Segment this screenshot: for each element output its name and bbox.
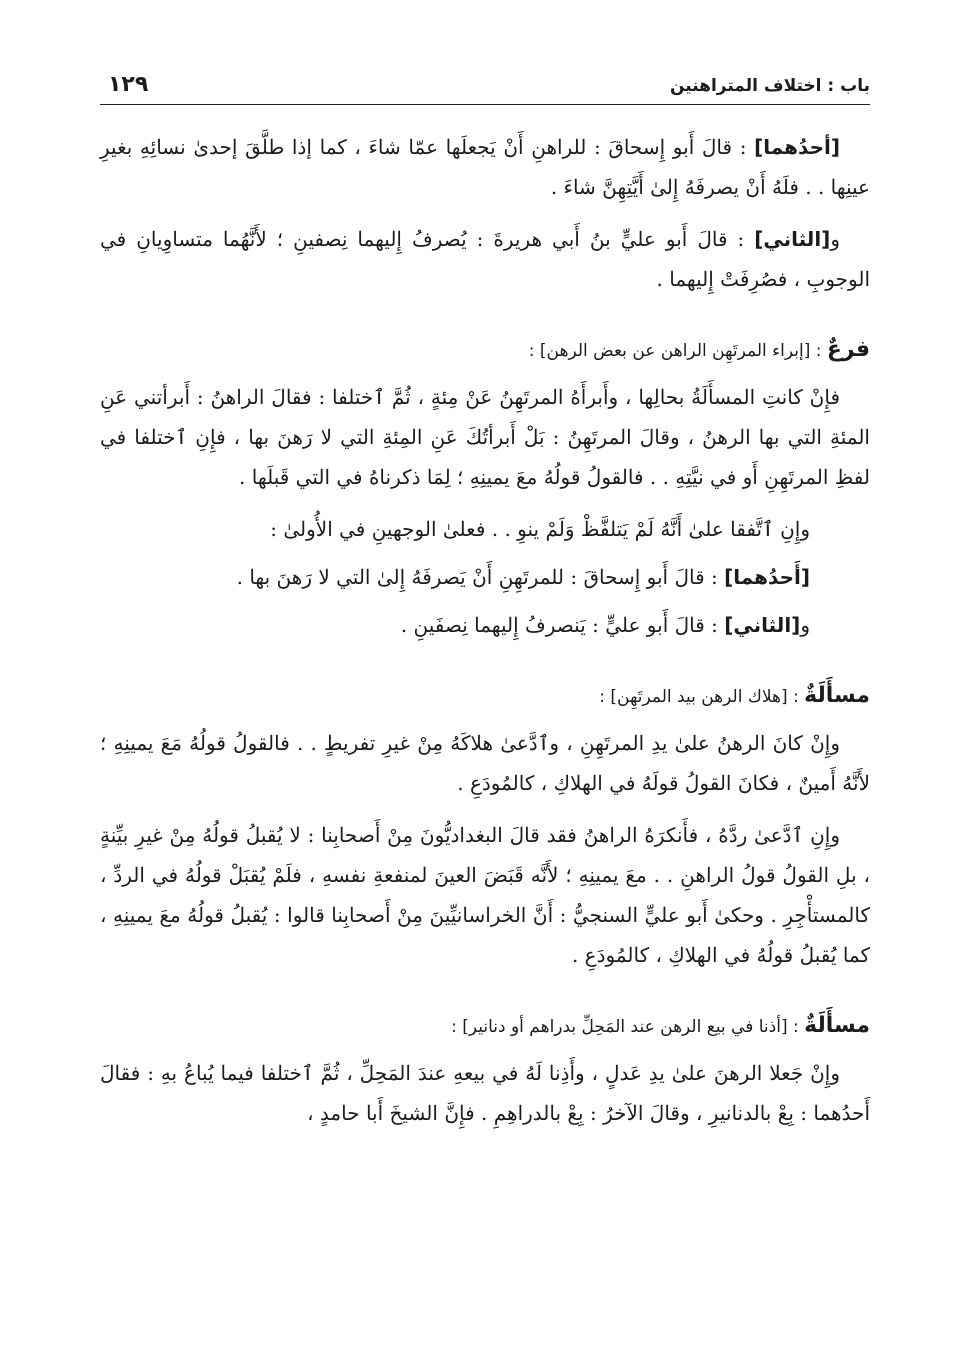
paragraph-second-view	[100, 219, 870, 299]
heading-title: : [إبراء المرتَهِن الراهن عن بعض الرهن] :	[528, 341, 827, 361]
chapter-title: باب : اختلاف المتراهنين	[670, 76, 870, 96]
paragraph: وإِنِ ٱدَّعىٰ ردَّهُ ، فأَنكرَهُ الراهنُ فقد قالَ البغداديُّونَ مِنْ أَصحابِنا : لا يُقبلُ قولُهُ مِنْ غيرِ بيِّنةٍ ، بلِ القولُ قولُ الراهنِ . . معَ يمينِهِ ؛ لأَنَّه قَبَضَ العينَ لمنفعةِ نفسهِ ، فلَمْ يُقبَلْ قولُهُ في الردِّ ، كالمستأْجِرِ . وحكىٰ أَبو عليٍّ السنجيُّ : أَنَّ الخراسانيِّينَ مِنْ أَصحابِنا قالوا : يُقبلُ قولُهُ معَ يمينِهِ ، كما يُقبلُ قولُهُ في الهلاكِ ، كالمُودَعِ .	[100, 823, 870, 967]
heading-title: : [هلاك الرهن بيد المرتَهِن] :	[599, 687, 805, 707]
running-header	[100, 70, 870, 105]
view-tag: [الثاني]	[754, 227, 831, 251]
section-heading-masala	[100, 675, 870, 717]
paragraph-text: : قالَ أَبو عليٍّ : يَنصرفُ إِليهما نِصفَينِ .	[400, 613, 725, 637]
paragraph: وإِنْ كانَ الرهنُ علىٰ يدِ المرتَهِنِ ، وٱدَّعىٰ هلاكَهُ مِنْ غيرِ تفريطٍ . . فالقولُ قولُهُ مَعَ يمينِهِ ؛ لأَنَّهُ أَمينٌ ، فكانَ القولُ قولَهُ في الهلاكِ ، كالمُودَعِ .	[100, 731, 870, 795]
paragraph-first-view	[100, 127, 870, 207]
paragraph-text: : قالَ أَبو عليٍّ بنُ أَبي هريرةَ : يُصرفُ إِليهما نِصفينِ ؛ لأَنَّهُما متساوِيانِ في الوجوبِ ، فصُرِفَتْ إِليهما .	[100, 227, 870, 291]
paragraph: وإِنْ جَعلا الرهنَ علىٰ يدِ عَدلٍ ، وأَذِنا لَهُ في بيعهِ عندَ المَحِلِّ ، ثُمَّ ٱختلفا فيما يُباعُ بهِ : فقالَ أَحدُهما : بِعْ بالدنانيرِ ، وقالَ الآخرُ : بِعْ بالدراهِمِ . فإِنَّ الشيخَ أَبا حامدٍ ،	[100, 1061, 870, 1125]
heading-word: فرعٌ	[826, 337, 870, 362]
paragraph-text: : قالَ أَبو إِسحاقَ : للراهنِ أَنْ يَجعلَها عمّا شاءَ ، كما إذا طلَّقَ إحدىٰ نسائِهِ بغيرِ عينِها . . فلَهُ أَنْ يصرفَهُ إِلىٰ أَيَّتِهِنَّ شاءَ .	[100, 135, 870, 199]
view-tag: [أَحدُهما]	[724, 565, 810, 589]
heading-title: : [أذنا في بيع الرهن عند المَحِلِّ بدراهم أو دنانير] :	[451, 1017, 805, 1037]
page-number: ١٢٩	[108, 72, 149, 97]
view-tag: [أحدُهما]	[754, 135, 840, 159]
paragraph: فإِنْ كانتِ المسأَلَةُ بحالِها ، وأَبرأَهُ المرتَهِنُ عَنْ مِئةٍ ، ثُمَّ ٱختلفا : فقالَ الراهنُ : أَبرأتني عَنِ المئةِ التي بها الرهنُ ، وقالَ المرتَهِنُ : بَلْ أَبرأتُكَ عَنِ المِئةِ التي لا رَهنَ بها ، فإِنِ ٱختلفا في لفظِ المرتَهِنِ أَو في نيَّتِهِ . . فالقولُ قولُهُ معَ يمينِهِ ؛ لِمَا ذكرناهُ في التي قَبلَها .	[100, 385, 870, 489]
paragraph-first-view	[100, 557, 870, 597]
conjunction-prefix: و	[800, 613, 810, 637]
paragraph-second-view	[100, 605, 870, 645]
section-heading-far	[100, 329, 870, 371]
paragraph-text: : قالَ أَبو إِسحاقَ : للمرتَهِنِ أَنْ يَصرفَهُ إِلىٰ التي لا رَهنَ بها .	[236, 565, 725, 589]
paragraph: وإِنِ ٱتَّفقا علىٰ أَنَّهُ لَمْ يَتلفَّظْ وَلَمْ ينوِ . . فعلىٰ الوجهينِ في الأُولىٰ :	[270, 517, 810, 541]
body-text	[100, 127, 870, 1133]
heading-word: مسأَلَةٌ	[804, 683, 870, 708]
conjunction-prefix: و	[830, 227, 840, 251]
view-tag: [الثاني]	[724, 613, 801, 637]
book-page	[100, 70, 870, 1145]
heading-word: مسأَلَةٌ	[804, 1013, 870, 1038]
section-heading-masala	[100, 1005, 870, 1047]
